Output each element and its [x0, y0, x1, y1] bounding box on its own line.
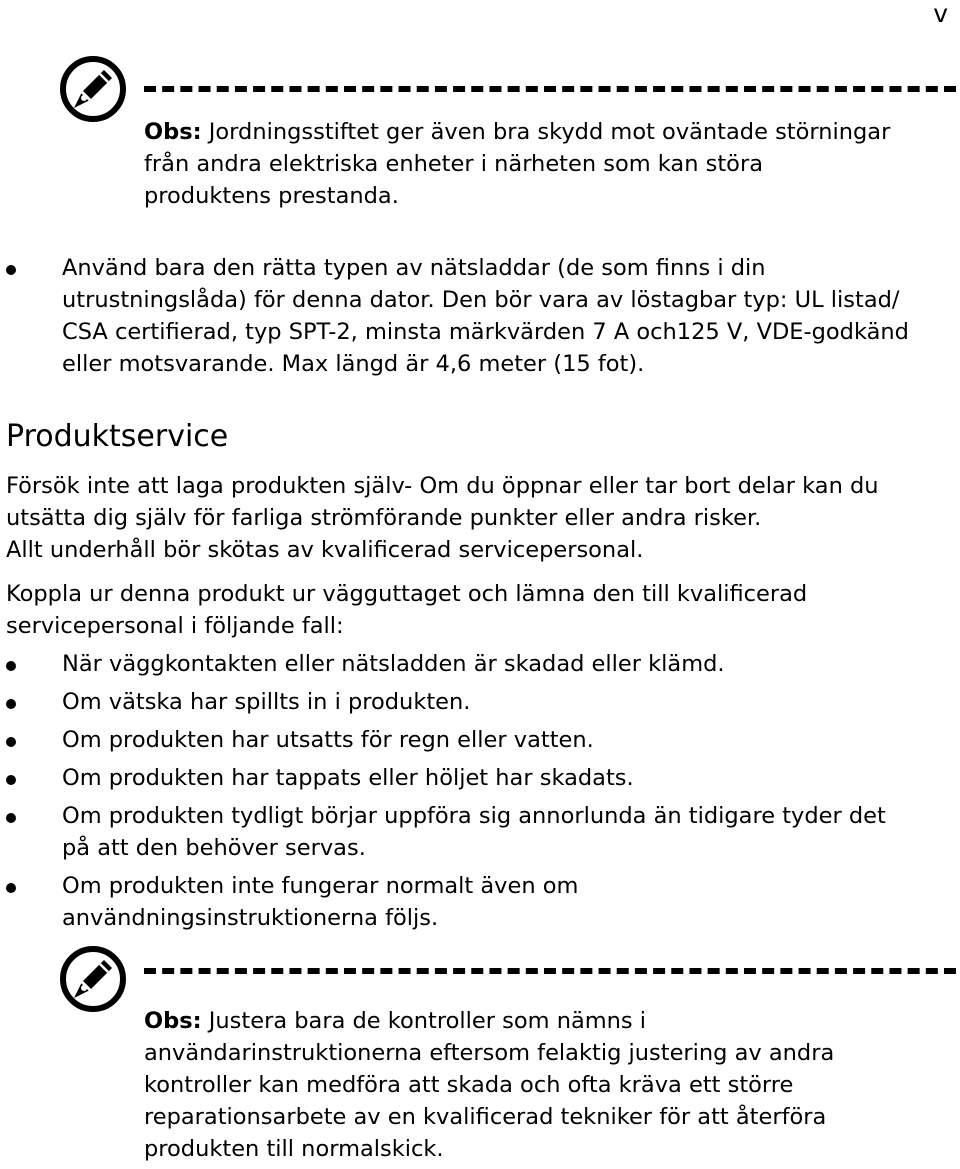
- note-line: från andra elektriska enheter i närheten som kan störa: [144, 151, 763, 177]
- list-item-line: Om produkten har utsatts för regn eller vatten.: [62, 727, 594, 753]
- paragraph-line: servicepersonal i följande fall:: [6, 613, 344, 639]
- list-item-line: Om produkten har tappats eller höljet har skadats.: [62, 765, 634, 791]
- note-pen-icon: [60, 56, 126, 122]
- list-item: [62, 724, 950, 756]
- list-item-line: användningsinstruktionerna följs.: [62, 905, 439, 931]
- paragraph-repair: [6, 470, 950, 566]
- note-obs-controls: [144, 1005, 940, 1165]
- note-label: Obs:: [144, 1008, 202, 1034]
- note-line: användarinstruktionerna eftersom felaktig justering av andra: [144, 1040, 835, 1066]
- note-line: Justera bara de kontroller som nämns i: [208, 1008, 647, 1034]
- list-item: [62, 870, 950, 934]
- list-item-line: När väggkontakten eller nätsladden är skadad eller klämd.: [62, 651, 725, 677]
- bullet-dot: [6, 813, 16, 823]
- note-line: Jordningsstiftet ger även bra skydd mot oväntade störningar: [208, 119, 891, 145]
- note-line: produkten till normalskick.: [144, 1136, 444, 1162]
- bullet-dot: [6, 699, 16, 709]
- list-item-line: Om vätska har spillts in i produkten.: [62, 689, 471, 715]
- list-item: [62, 648, 950, 680]
- paragraph-line: Allt underhåll bör skötas av kvalificerad servicepersonal.: [6, 537, 644, 563]
- list-item-line: Om produkten inte fungerar normalt även om: [62, 873, 579, 899]
- note-obs-grounding: [144, 116, 940, 212]
- paragraph-unplug: [6, 578, 950, 642]
- list-item-line: på att den behöver servas.: [62, 835, 366, 861]
- note-line: produktens prestanda.: [144, 183, 399, 209]
- list-item-line: Använd bara den rätta typen av nätsladdar (de som finns i din: [62, 255, 766, 281]
- note-divider: [144, 86, 956, 92]
- note-label: Obs:: [144, 119, 202, 145]
- list-item-line: CSA certifierad, typ SPT-2, minsta märkvärden 7 A och125 V, VDE-godkänd: [62, 319, 909, 345]
- list-item: [62, 800, 950, 864]
- bullet-dot: [6, 661, 16, 671]
- note-divider: [144, 968, 956, 974]
- list-item-power-cord: [62, 252, 950, 380]
- paragraph-line: Koppla ur denna produkt ur vägguttaget och lämna den till kvalificerad: [6, 581, 808, 607]
- list-item: [62, 686, 950, 718]
- bullet-dot: [6, 737, 16, 747]
- list-item-line: Om produkten tydligt börjar uppföra sig annorlunda än tidigare tyder det: [62, 803, 886, 829]
- bullet-dot: [6, 775, 16, 785]
- list-item-line: utrustningslåda) för denna dator. Den bör vara av löstagbar typ: UL listad/: [62, 287, 900, 313]
- list-item: [62, 762, 950, 794]
- bullet-dot: [6, 883, 16, 893]
- note-pen-icon: [60, 946, 126, 1012]
- list-item-line: eller motsvarande. Max längd är 4,6 meter (15 fot).: [62, 351, 645, 377]
- note-line: reparationsarbete av en kvalificerad tekniker för att återföra: [144, 1104, 827, 1130]
- page-number: v: [933, 0, 948, 28]
- section-title: Produktservice: [6, 419, 229, 454]
- paragraph-line: utsätta dig själv för farliga strömförande punkter eller andra risker.: [6, 505, 762, 531]
- bullet-dot: [6, 265, 16, 275]
- paragraph-line: Försök inte att laga produkten själv- Om du öppnar eller tar bort delar kan du: [6, 473, 879, 499]
- note-line: kontroller kan medföra att skada och ofta kräva ett större: [144, 1072, 794, 1098]
